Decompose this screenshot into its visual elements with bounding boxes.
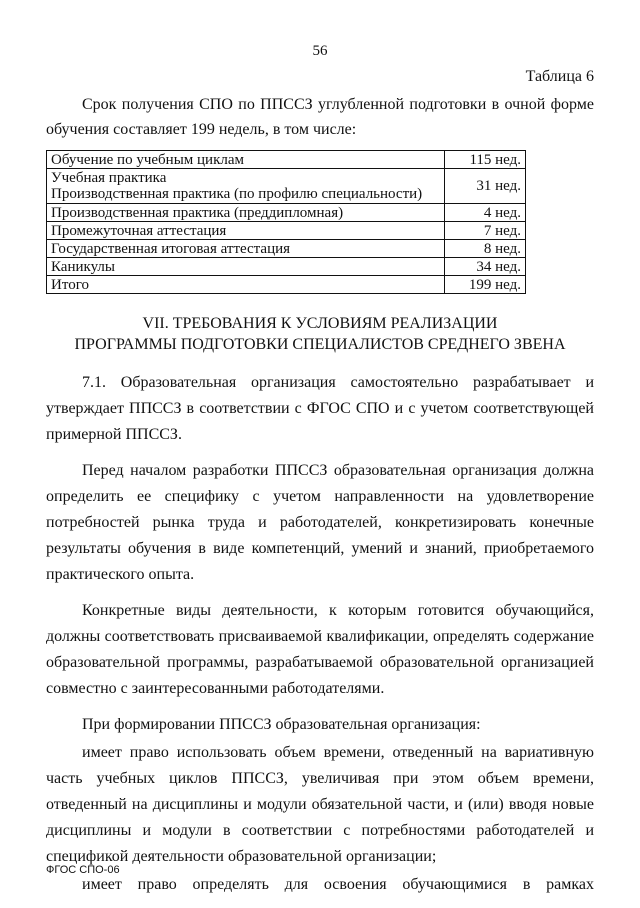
- paragraph: Конкретные виды деятельности, к которым готовится обучающийся, должны соответствовать присваиваемой квалификации, определять содержание образовательной программы, разрабатываемой образовательной организацией совместно с заинтересованными работодателями.: [46, 602, 594, 697]
- row-value: 8 нед.: [445, 240, 526, 258]
- section-heading: [0, 313, 640, 355]
- row-value: 115 нед.: [445, 151, 526, 169]
- row-label: Производственная практика (преддипломная): [47, 204, 445, 222]
- table-row: [47, 151, 526, 169]
- table-row: [47, 222, 526, 240]
- row-value: 34 нед.: [445, 258, 526, 276]
- row-value: 7 нед.: [445, 222, 526, 240]
- paragraph: При формировании ППССЗ образовательная организация:: [82, 716, 481, 733]
- row-label: Промежуточная аттестация: [47, 222, 445, 240]
- row-value: 4 нед.: [445, 204, 526, 222]
- footer-label: ФГОС СПО-06: [46, 864, 120, 876]
- row-label: Обучение по учебным циклам: [47, 151, 445, 169]
- table-row: [47, 169, 526, 204]
- heading-line-1: VII. ТРЕБОВАНИЯ К УСЛОВИЯМ РЕАЛИЗАЦИИ: [142, 315, 498, 332]
- row-label-line-2: Производственная практика (по профилю специальности): [51, 186, 423, 202]
- table-row: [47, 258, 526, 276]
- table-label: Таблица 6: [525, 68, 594, 85]
- intro-line-2: обучения составляет 199 недель, в том числе:: [46, 121, 357, 138]
- table-row: [47, 276, 526, 294]
- row-label: Государственная итоговая аттестация: [47, 240, 445, 258]
- row-label: [47, 169, 445, 204]
- intro-text: [46, 92, 594, 142]
- row-label: Каникулы: [47, 258, 445, 276]
- row-label-line-1: Учебная практика: [51, 170, 167, 186]
- body-text: [46, 370, 594, 908]
- heading-line-2: ПРОГРАММЫ ПОДГОТОВКИ СПЕЦИАЛИСТОВ СРЕДНЕГО ЗВЕНА: [74, 336, 566, 353]
- duration-table: [46, 150, 526, 294]
- row-value: 31 нед.: [445, 169, 526, 204]
- page-number: 56: [312, 43, 328, 59]
- paragraph: 7.1. Образовательная организация самостоятельно разрабатывает и утверждает ППССЗ в соответствии с ФГОС СПО и с учетом соответствующей примерной ППССЗ.: [46, 374, 594, 443]
- intro-line-1: Срок получения СПО по ППССЗ углубленной подготовки в очной форме: [82, 96, 594, 113]
- paragraph: имеет право определять для освоения обучающимися в рамках: [82, 876, 594, 893]
- paragraph: Перед началом разработки ППССЗ образовательная организация должна определить ее специфику с учетом направленности на удовлетворение потребностей рынка труда и работодателей, конкретизировать конечные результаты обучения в виде компетенций, умений и знаний, приобретаемого практического опыта.: [46, 462, 594, 583]
- paragraph: имеет право использовать объем времени, отведенный на вариативную часть учебных циклов ППССЗ, увеличивая при этом объем времени, отведенный на дисциплины и модули обязательной части, и (или) вводя новые дисциплины и модули в соответствии с потребностями работодателей и спецификой деятельности образовательной организации;: [46, 744, 594, 865]
- row-value: 199 нед.: [445, 276, 526, 294]
- row-label: Итого: [47, 276, 445, 294]
- table-row: [47, 240, 526, 258]
- table-row: [47, 204, 526, 222]
